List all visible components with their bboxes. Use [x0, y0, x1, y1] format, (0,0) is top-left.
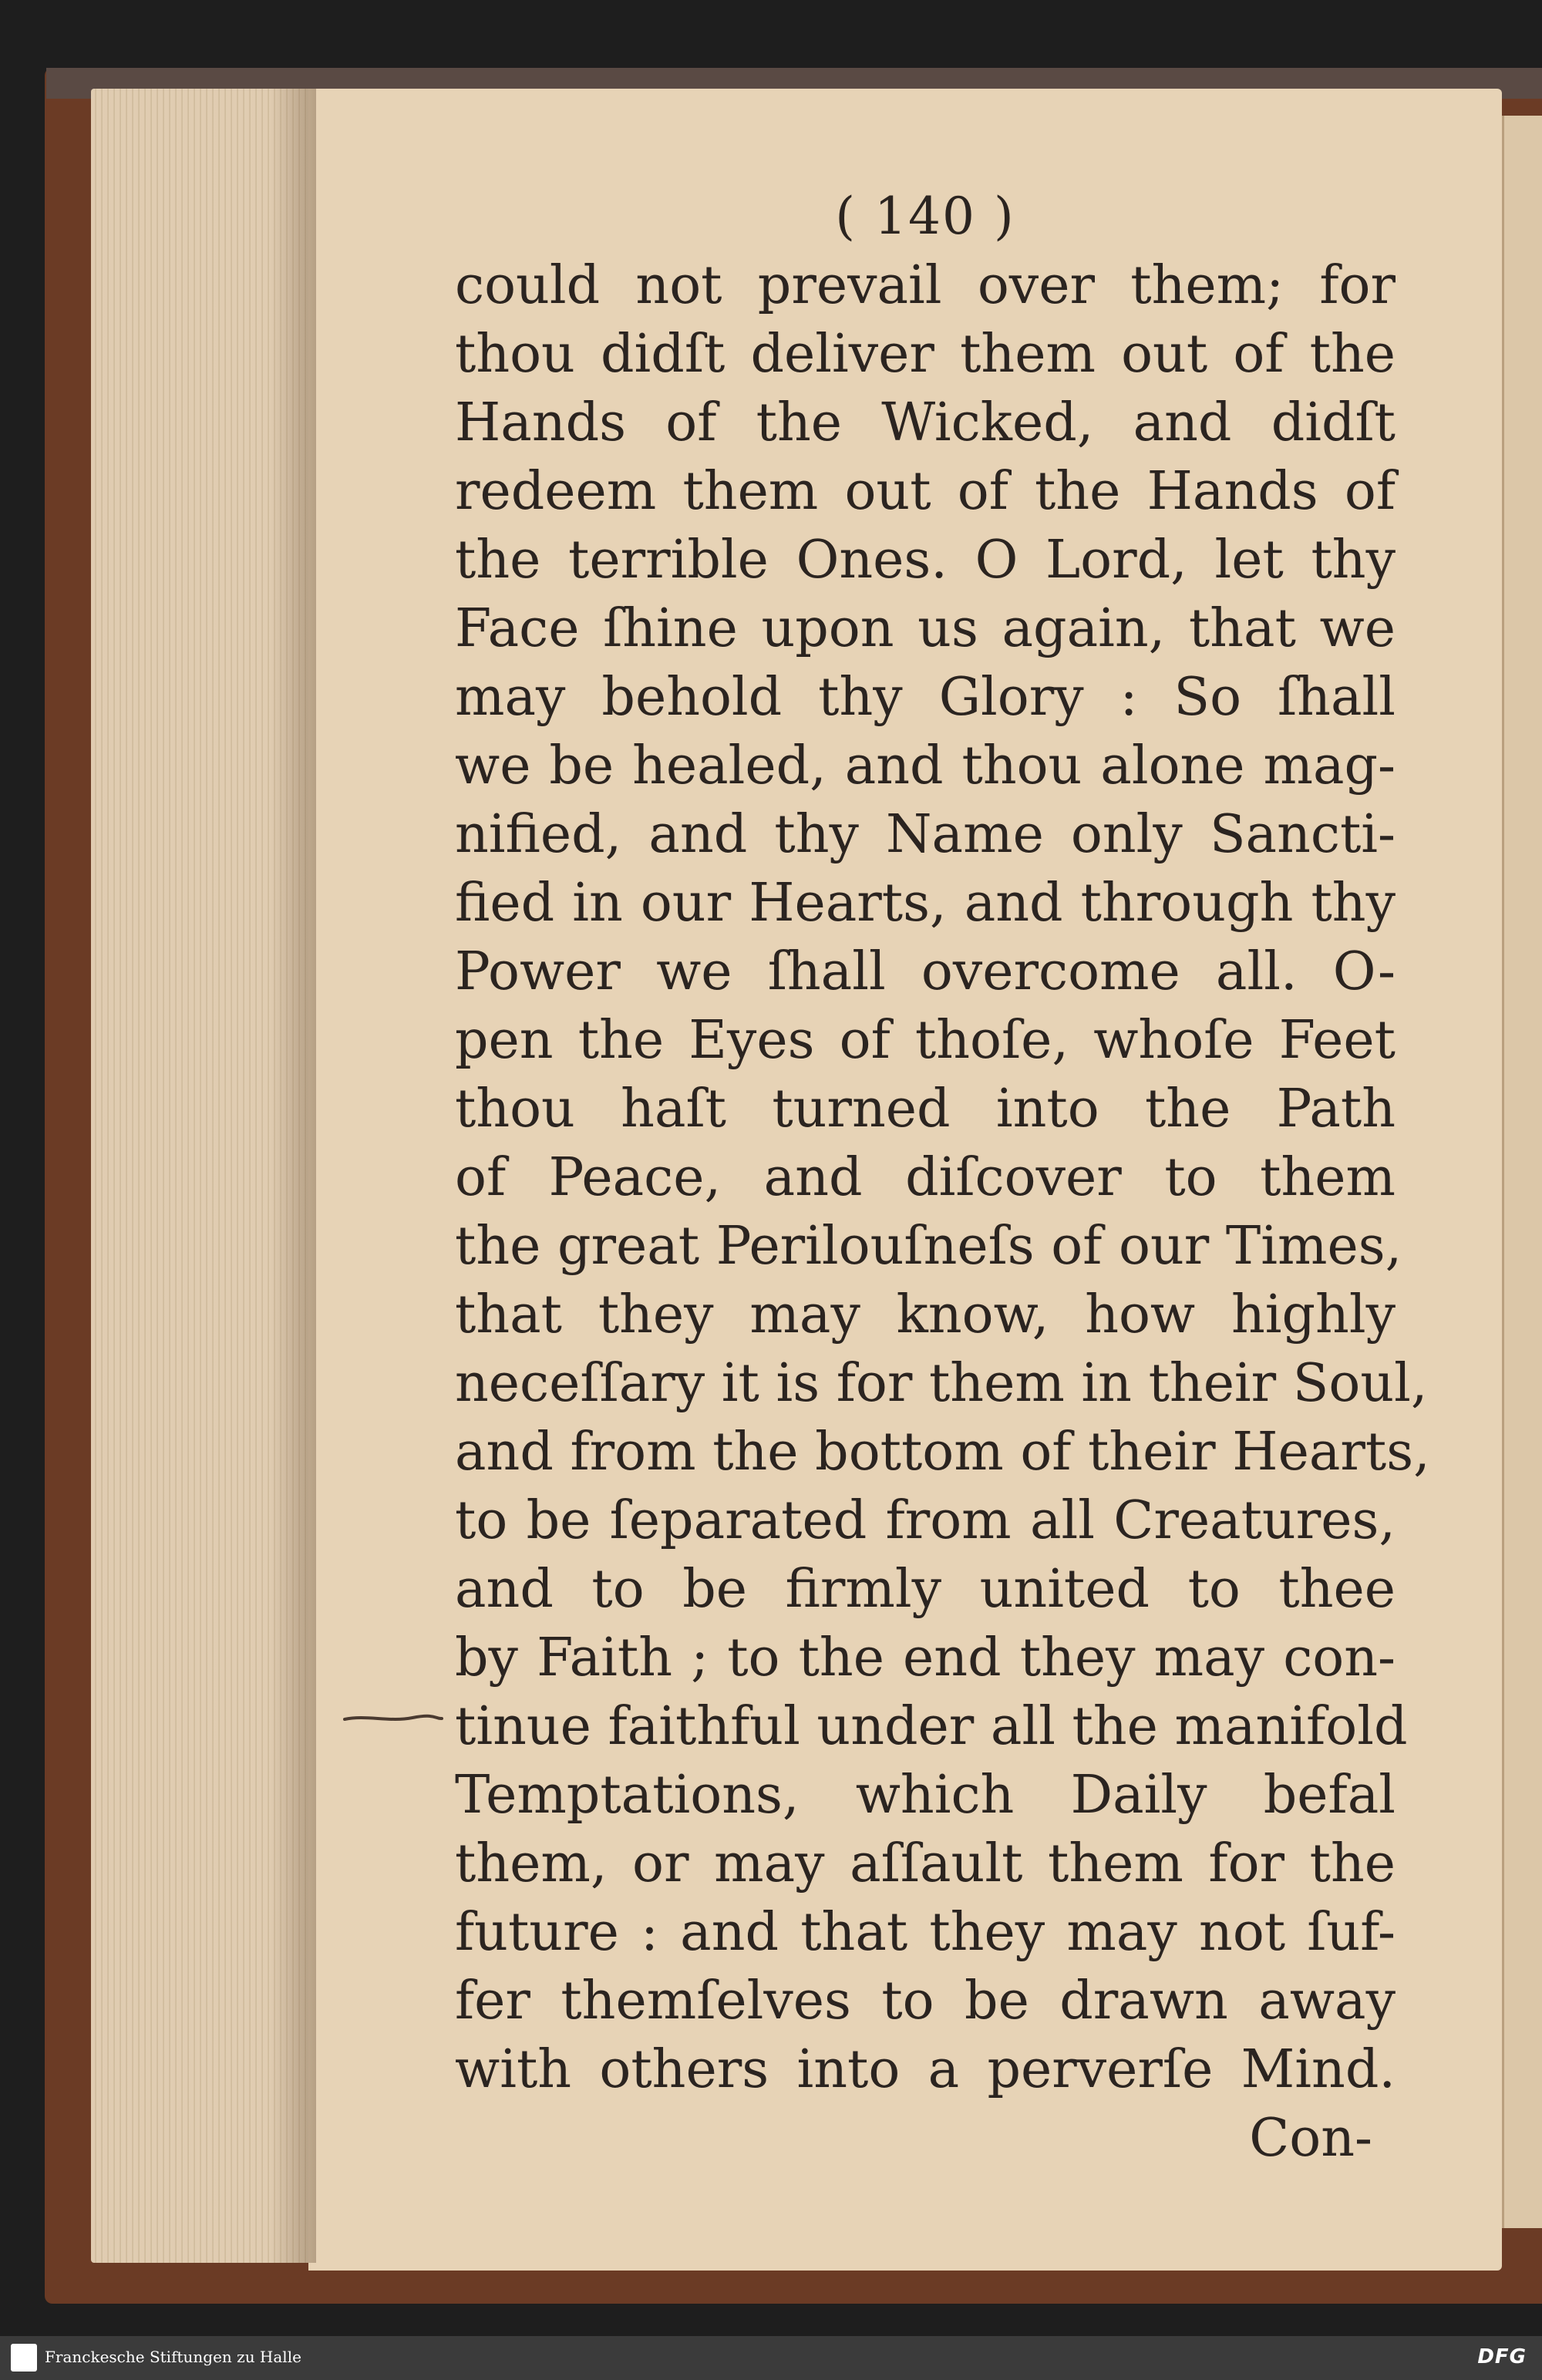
- text-line: neceſſary it is for them in their Soul,: [455, 1353, 1428, 1414]
- text-line: pen the Eyes of thoſe, whoſe Feet: [455, 1010, 1396, 1071]
- text-line: them, or may aſſault them for the: [455, 1833, 1396, 1894]
- text-line: nified, and thy Name only Sancti-: [455, 804, 1396, 865]
- catchword: Con-: [1249, 2108, 1372, 2169]
- text-line: fied in our Hearts, and through thy: [455, 873, 1396, 934]
- text-line: thou didſt deliver them out of the: [455, 324, 1396, 385]
- text-line: fer themſelves to be drawn away: [455, 1971, 1396, 2032]
- text-line: tinue faithful under all the manifold: [455, 1696, 1408, 1757]
- page-number: ( 140 ): [835, 187, 1015, 246]
- handwritten-margin-mark: [343, 1712, 443, 1725]
- text-line: of Peace, and diſcover to them: [455, 1147, 1396, 1208]
- text-line: the terrible Ones. O Lord, let thy: [455, 530, 1396, 591]
- text-line: may behold thy Glory : So ſhall: [455, 667, 1396, 728]
- footer-bar: [0, 2336, 1542, 2380]
- institution-logo-icon: [11, 2344, 37, 2372]
- institution-label: Franckesche Stiftungen zu Halle: [45, 2348, 301, 2366]
- text-line: that they may know, how highly: [455, 1284, 1396, 1345]
- text-line: the great Perilouſneſs of our Times,: [455, 1216, 1402, 1277]
- text-line: by Faith ; to the end they may con-: [455, 1628, 1396, 1688]
- text-line: and from the bottom of their Hearts,: [455, 1422, 1430, 1483]
- text-line: Temptations, which Daily befal: [455, 1765, 1396, 1826]
- gutter-shadow: [270, 89, 316, 2263]
- text-lines: [455, 251, 1430, 2104]
- dfg-logo: DFG: [1477, 2345, 1527, 2368]
- page-text: [455, 185, 1430, 2173]
- text-line: future : and that they may not ſuf-: [455, 1902, 1396, 1963]
- text-line: Face ſhine upon us again, that we: [455, 598, 1396, 659]
- text-line: redeem them out of the Hands of: [455, 461, 1396, 522]
- text-line: with others into a perverſe Mind.: [455, 2039, 1396, 2100]
- text-line: to be ſeparated from all Creatures,: [455, 1490, 1396, 1551]
- text-line: could not prevail over them; for: [455, 255, 1396, 316]
- text-line: thou haſt turned into the Path: [455, 1079, 1396, 1140]
- text-line: and to be firmly united to thee: [455, 1559, 1396, 1620]
- facing-page-edge: [1502, 116, 1542, 2228]
- text-line: Power we ſhall overcome all. O-: [455, 941, 1396, 1002]
- text-line: we be healed, and thou alone mag-: [455, 736, 1396, 796]
- text-line: Hands of the Wicked, and didſt: [455, 392, 1396, 453]
